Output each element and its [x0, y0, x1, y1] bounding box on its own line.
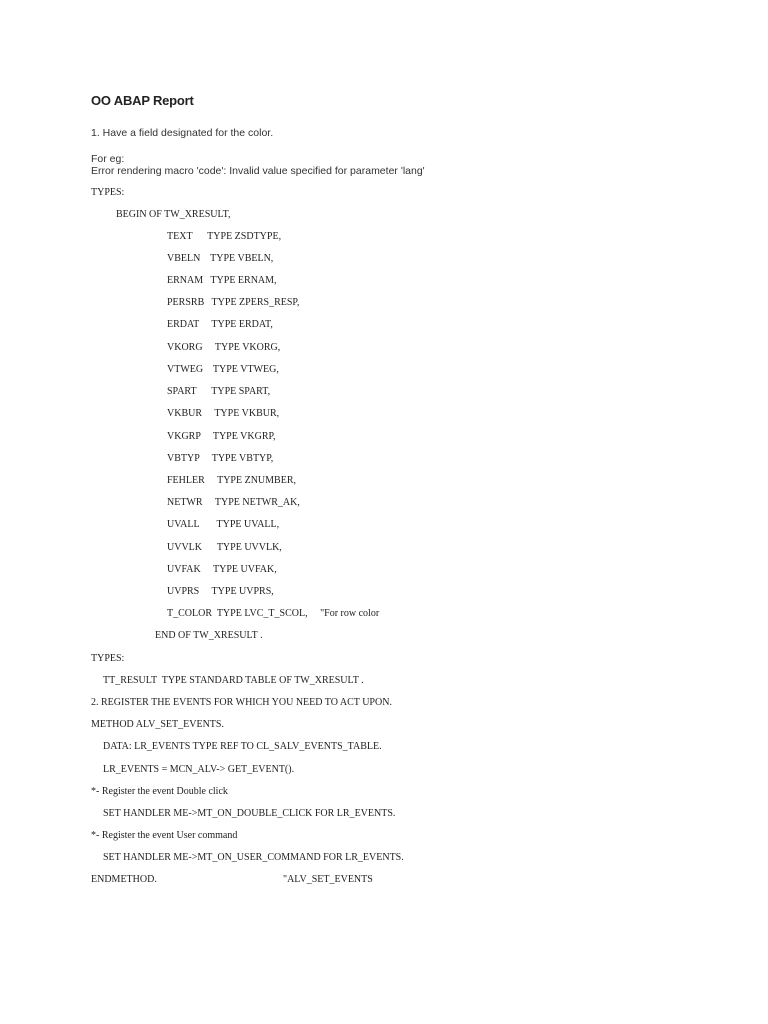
field-line: NETWR TYPE NETWR_AK,	[167, 497, 300, 508]
step-1-text: 1. Have a field designated for the color.	[91, 127, 274, 139]
field-line: VKBUR TYPE VKBUR,	[167, 408, 280, 419]
error-message: Error rendering macro 'code': Invalid value specified for parameter 'lang'	[91, 165, 425, 177]
types-keyword: TYPES:	[91, 653, 125, 664]
set-handler-line: SET HANDLER ME->MT_ON_DOUBLE_CLICK FOR LR_EVENTS.	[103, 808, 396, 819]
field-line: T_COLOR TYPE LVC_T_SCOL, "For row color	[167, 608, 380, 619]
types-keyword: TYPES:	[91, 187, 125, 198]
begin-of-line: BEGIN OF TW_XRESULT,	[116, 209, 231, 220]
field-line: UVPRS TYPE UVPRS,	[167, 586, 274, 597]
field-line: VKGRP TYPE VKGRP,	[167, 431, 276, 442]
field-line: ERNAM TYPE ERNAM,	[167, 275, 277, 286]
field-line: FEHLER TYPE ZNUMBER,	[167, 475, 296, 486]
field-line: UVVLK TYPE UVVLK,	[167, 542, 282, 553]
field-line: SPART TYPE SPART,	[167, 386, 271, 397]
field-line: VBTYP TYPE VBTYP,	[167, 453, 274, 464]
set-handler-line: SET HANDLER ME->MT_ON_USER_COMMAND FOR LR_EVENTS.	[103, 852, 404, 863]
get-event-line: LR_EVENTS = MCN_ALV-> GET_EVENT().	[103, 764, 295, 775]
field-line: VTWEG TYPE VTWEG,	[167, 364, 279, 375]
page-title: OO ABAP Report	[91, 93, 194, 108]
tt-result-line: TT_RESULT TYPE STANDARD TABLE OF TW_XRESULT .	[103, 675, 364, 686]
endmethod-line: ENDMETHOD.	[91, 874, 157, 885]
comment-line: *- Register the event Double click	[91, 786, 228, 797]
data-declaration-line: DATA: LR_EVENTS TYPE REF TO CL_SALV_EVENTS_TABLE.	[103, 741, 382, 752]
field-line: TEXT TYPE ZSDTYPE,	[167, 231, 282, 242]
field-line: VBELN TYPE VBELN,	[167, 253, 274, 264]
method-line: METHOD ALV_SET_EVENTS.	[91, 719, 224, 730]
endmethod-comment: "ALV_SET_EVENTS	[283, 874, 373, 885]
field-line: VKORG TYPE VKORG,	[167, 342, 281, 353]
field-line: PERSRB TYPE ZPERS_RESP,	[167, 297, 300, 308]
field-line: UVALL TYPE UVALL,	[167, 519, 280, 530]
field-line: UVFAK TYPE UVFAK,	[167, 564, 277, 575]
step-2-heading: 2. REGISTER THE EVENTS FOR WHICH YOU NEED TO ACT UPON.	[91, 697, 392, 708]
field-line: ERDAT TYPE ERDAT,	[167, 319, 273, 330]
comment-line: *- Register the event User command	[91, 830, 238, 841]
for-eg-text: For eg:	[91, 153, 125, 165]
end-of-line: END OF TW_XRESULT .	[155, 630, 263, 641]
